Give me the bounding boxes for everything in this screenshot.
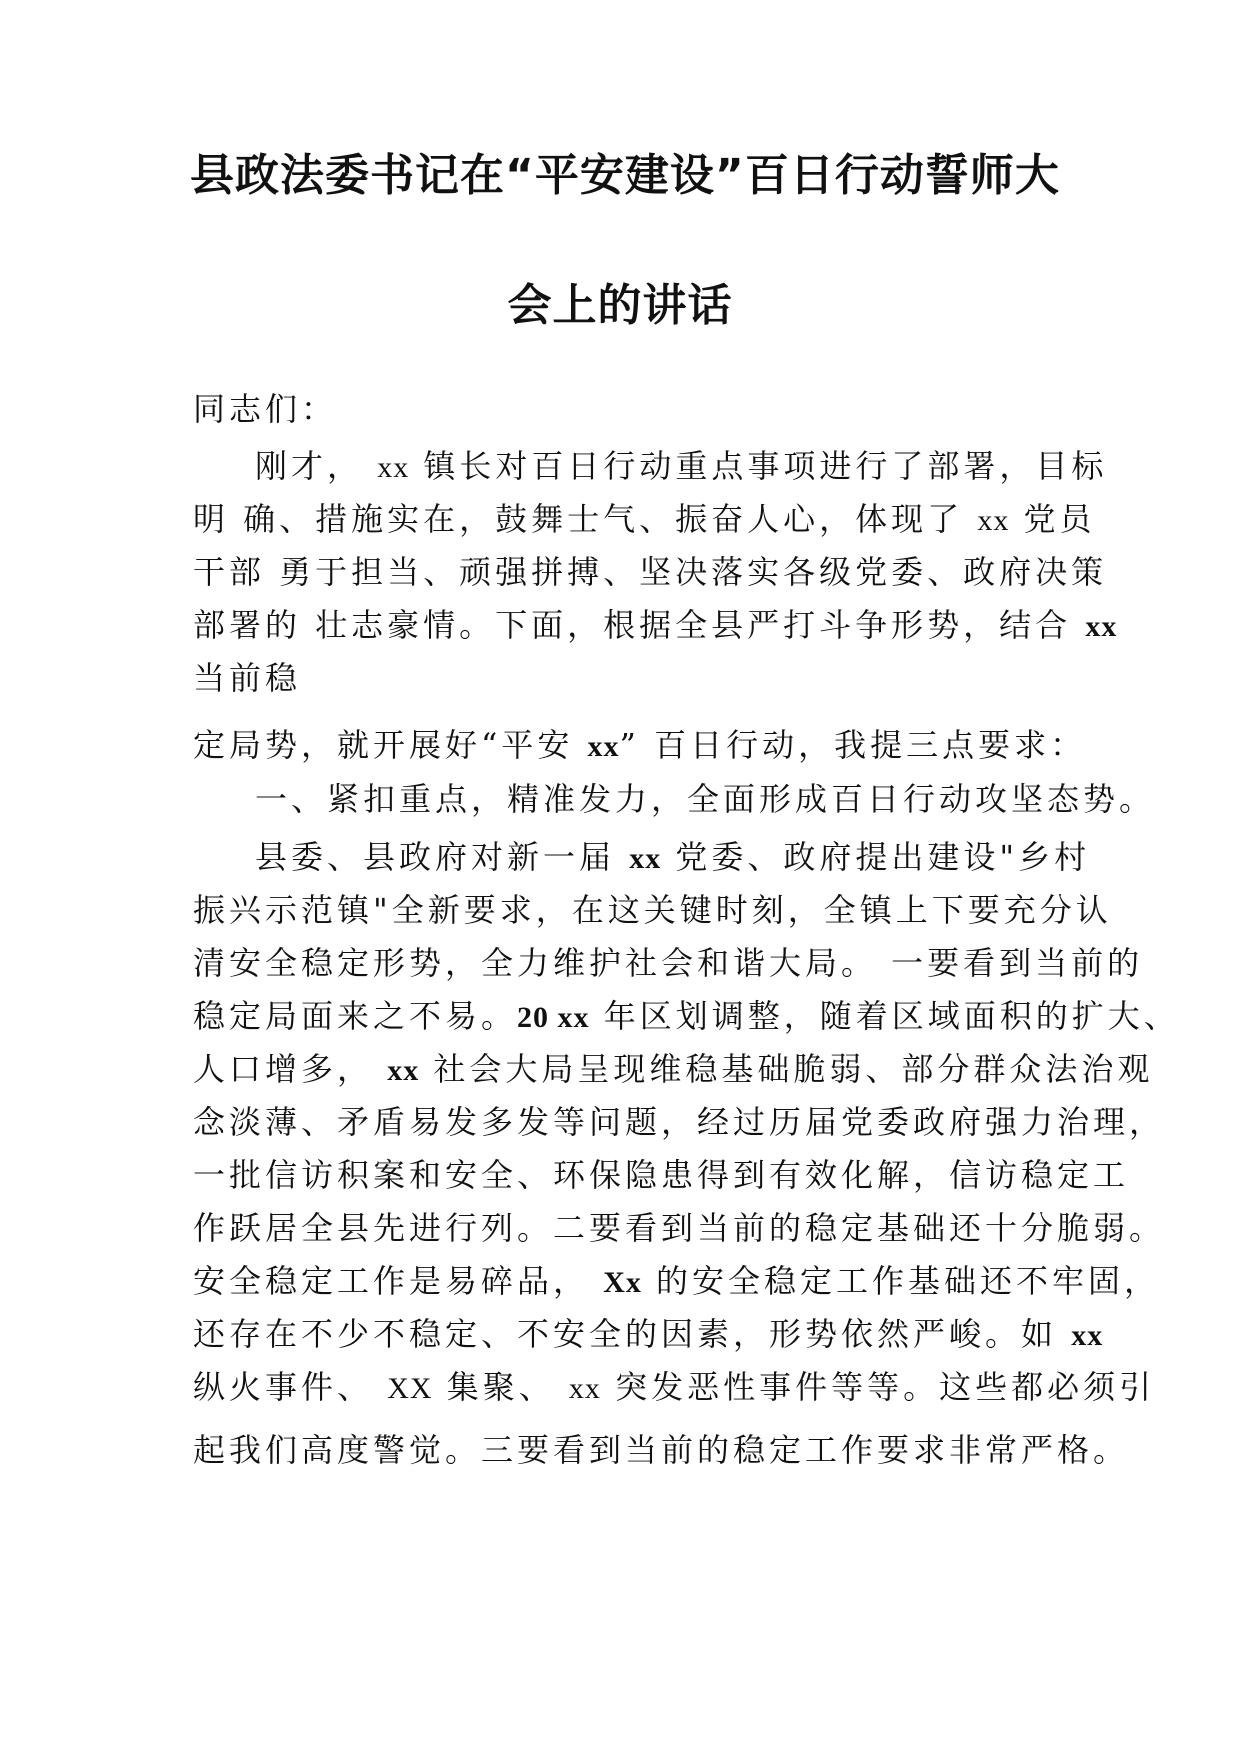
body-line: 一批信访积案和安全、环保隐患得到有效化解，信访稳定工 [193, 1156, 1130, 1194]
body-line: 干部 勇于担当、顽强拼搏、坚决落实各级党委、政府决策 [193, 553, 1108, 591]
body-line: 念淡薄、矛盾易发多发等问题，经过历届党委政府强力治理， [193, 1103, 1166, 1141]
body-line: 部署的 壮志豪情。下面，根据全县严打斗争形势，结合 xx [193, 606, 1118, 644]
body-line: 定局势，就开展好“平安 xx” 百日行动，我提三点要求： [193, 726, 1087, 764]
body-line: 安全稳定工作是易碎品， Xx 的安全稳定工作基础还不牢固， [193, 1262, 1161, 1300]
body-line: 明 确、措施实在，鼓舞士气、振奋人心，体现了 xx 党员 [193, 500, 1096, 538]
body-line: 纵火事件、 XX 集聚、 xx 突发恶性事件等等。这些都必须引 [193, 1368, 1156, 1406]
document-title-line-2: 会上的讲话 [507, 280, 733, 331]
body-line: 稳定局面来之不易。20 xx 年区划调整，随着区域面积的扩大、 [193, 997, 1180, 1035]
body-line: 清安全稳定形势，全力维护社会和谐大局。 一要看到当前的 [193, 944, 1144, 982]
body-line: 刚才， xx 镇长对百日行动重点事项进行了部署，目标 [255, 447, 1108, 485]
body-line: 振兴示范镇"全新要求，在这关键时刻，全镇上下要充分认 [193, 891, 1112, 929]
body-line: 当前稳 [193, 659, 302, 697]
body-line: 人口增多， xx 社会大局呈现维稳基础脆弱、部分群众法治观 [193, 1050, 1154, 1088]
body-line: 起我们高度警觉。三要看到当前的稳定工作要求非常严格。 [193, 1431, 1130, 1469]
section-heading: 一、紧扣重点，精准发力，全面形成百日行动攻坚态势。 [255, 780, 1156, 818]
document-title-line-1: 县政法委书记在“平安建设”百日行动誓师大 [190, 150, 1060, 201]
salutation-line: 同志们： [193, 390, 338, 428]
body-line: 还存在不少不稳定、不安全的因素，形势依然严峻。如 xx [193, 1315, 1104, 1353]
body-line: 县委、县政府对新一届 xx 党委、政府提出建设"乡村 [255, 838, 1091, 876]
body-line: 作跃居全县先进行列。二要看到当前的稳定基础还十分脆弱。 [193, 1209, 1166, 1247]
